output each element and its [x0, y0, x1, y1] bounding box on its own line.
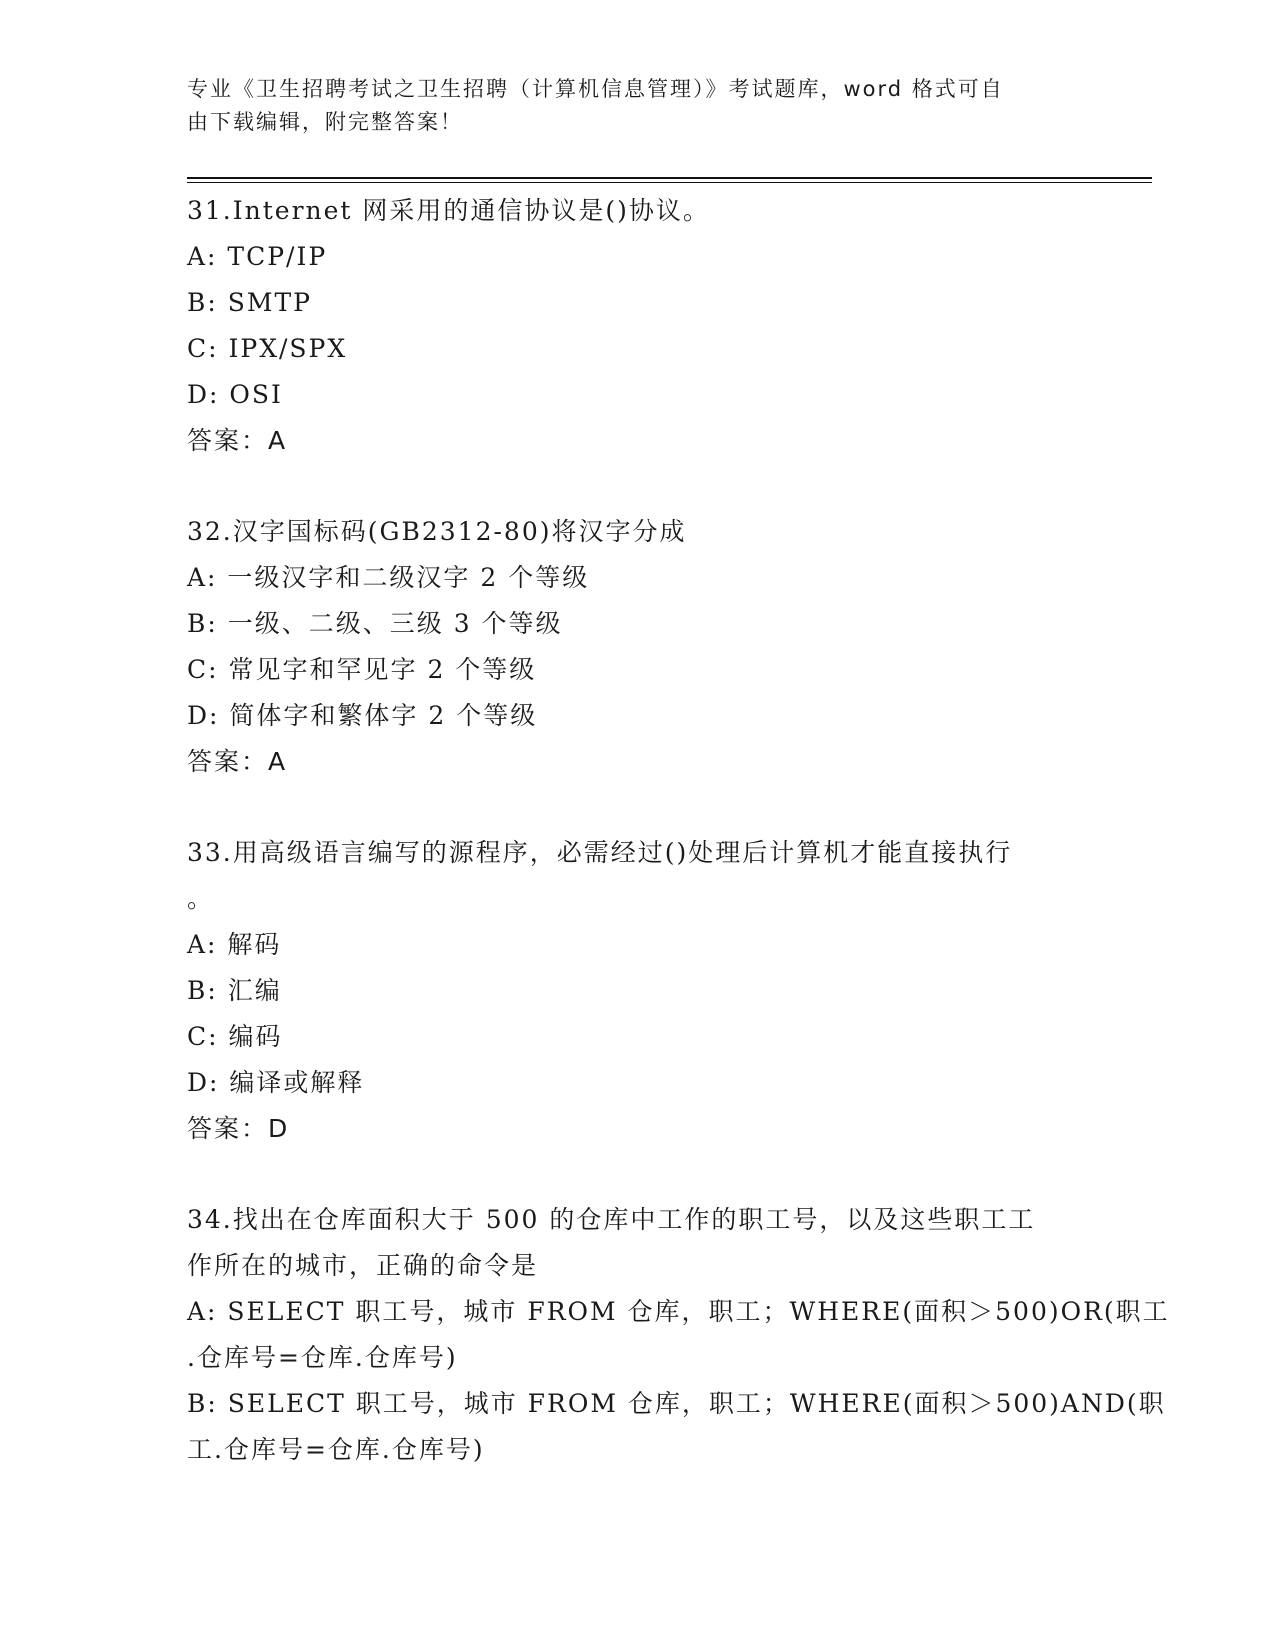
option-a: A: 解码	[187, 930, 282, 959]
question-stem: 32.汉字国标码(GB2312-80)将汉字分成	[187, 517, 687, 546]
option-a: A: SELECT 职工号，城市 FROM 仓库，职工；WHERE(面积＞500)OR(职工	[187, 1297, 1170, 1326]
answer-line: 答案：A	[187, 747, 288, 776]
option-c: C: IPX/SPX	[187, 334, 348, 363]
question-31	[187, 188, 1087, 464]
document-header	[187, 73, 1087, 139]
option-b: B: 一级、二级、三级 3 个等级	[187, 609, 563, 638]
option-c: C: 编码	[187, 1022, 283, 1051]
header-divider-thick	[187, 177, 1152, 179]
option-a: A: 一级汉字和二级汉字 2 个等级	[187, 563, 590, 592]
answer-line: 答案：A	[187, 426, 288, 455]
option-a-continued: .仓库号=仓库.仓库号)	[187, 1343, 458, 1372]
question-stem: 31.Internet 网采用的通信协议是()协议。	[187, 196, 710, 225]
question-stem: 34.找出在仓库面积大于 500 的仓库中工作的职工号，以及这些职工工	[187, 1205, 1036, 1234]
option-c: C: 常见字和罕见字 2 个等级	[187, 655, 537, 684]
option-d: D: OSI	[187, 380, 283, 409]
question-stem-continued: 作所在的城市，正确的命令是	[187, 1251, 539, 1280]
question-stem: 33.用高级语言编写的源程序，必需经过()处理后计算机才能直接执行	[187, 838, 1013, 867]
option-b: B: 汇编	[187, 976, 282, 1005]
header-divider-thin	[187, 182, 1152, 183]
option-b: B: SELECT 职工号，城市 FROM 仓库，职工；WHERE(面积＞500)AND(职	[187, 1389, 1166, 1418]
answer-line: 答案：D	[187, 1114, 290, 1143]
option-b: B: SMTP	[187, 288, 312, 317]
option-d: D: 简体字和繁体字 2 个等级	[187, 701, 538, 730]
question-33	[187, 830, 1087, 1152]
question-list	[187, 188, 1170, 1473]
question-32	[187, 509, 1087, 785]
question-34	[187, 1197, 1170, 1473]
question-stem-continued: 。	[187, 884, 215, 913]
option-a: A: TCP/IP	[187, 242, 328, 271]
header-line-2: 由下载编辑，附完整答案！	[187, 110, 463, 134]
option-b-continued: 工.仓库号=仓库.仓库号)	[187, 1435, 485, 1464]
header-line-1: 专业《卫生招聘考试之卫生招聘（计算机信息管理）》考试题库，word 格式可自	[187, 77, 1004, 101]
option-d: D: 编译或解释	[187, 1068, 365, 1097]
